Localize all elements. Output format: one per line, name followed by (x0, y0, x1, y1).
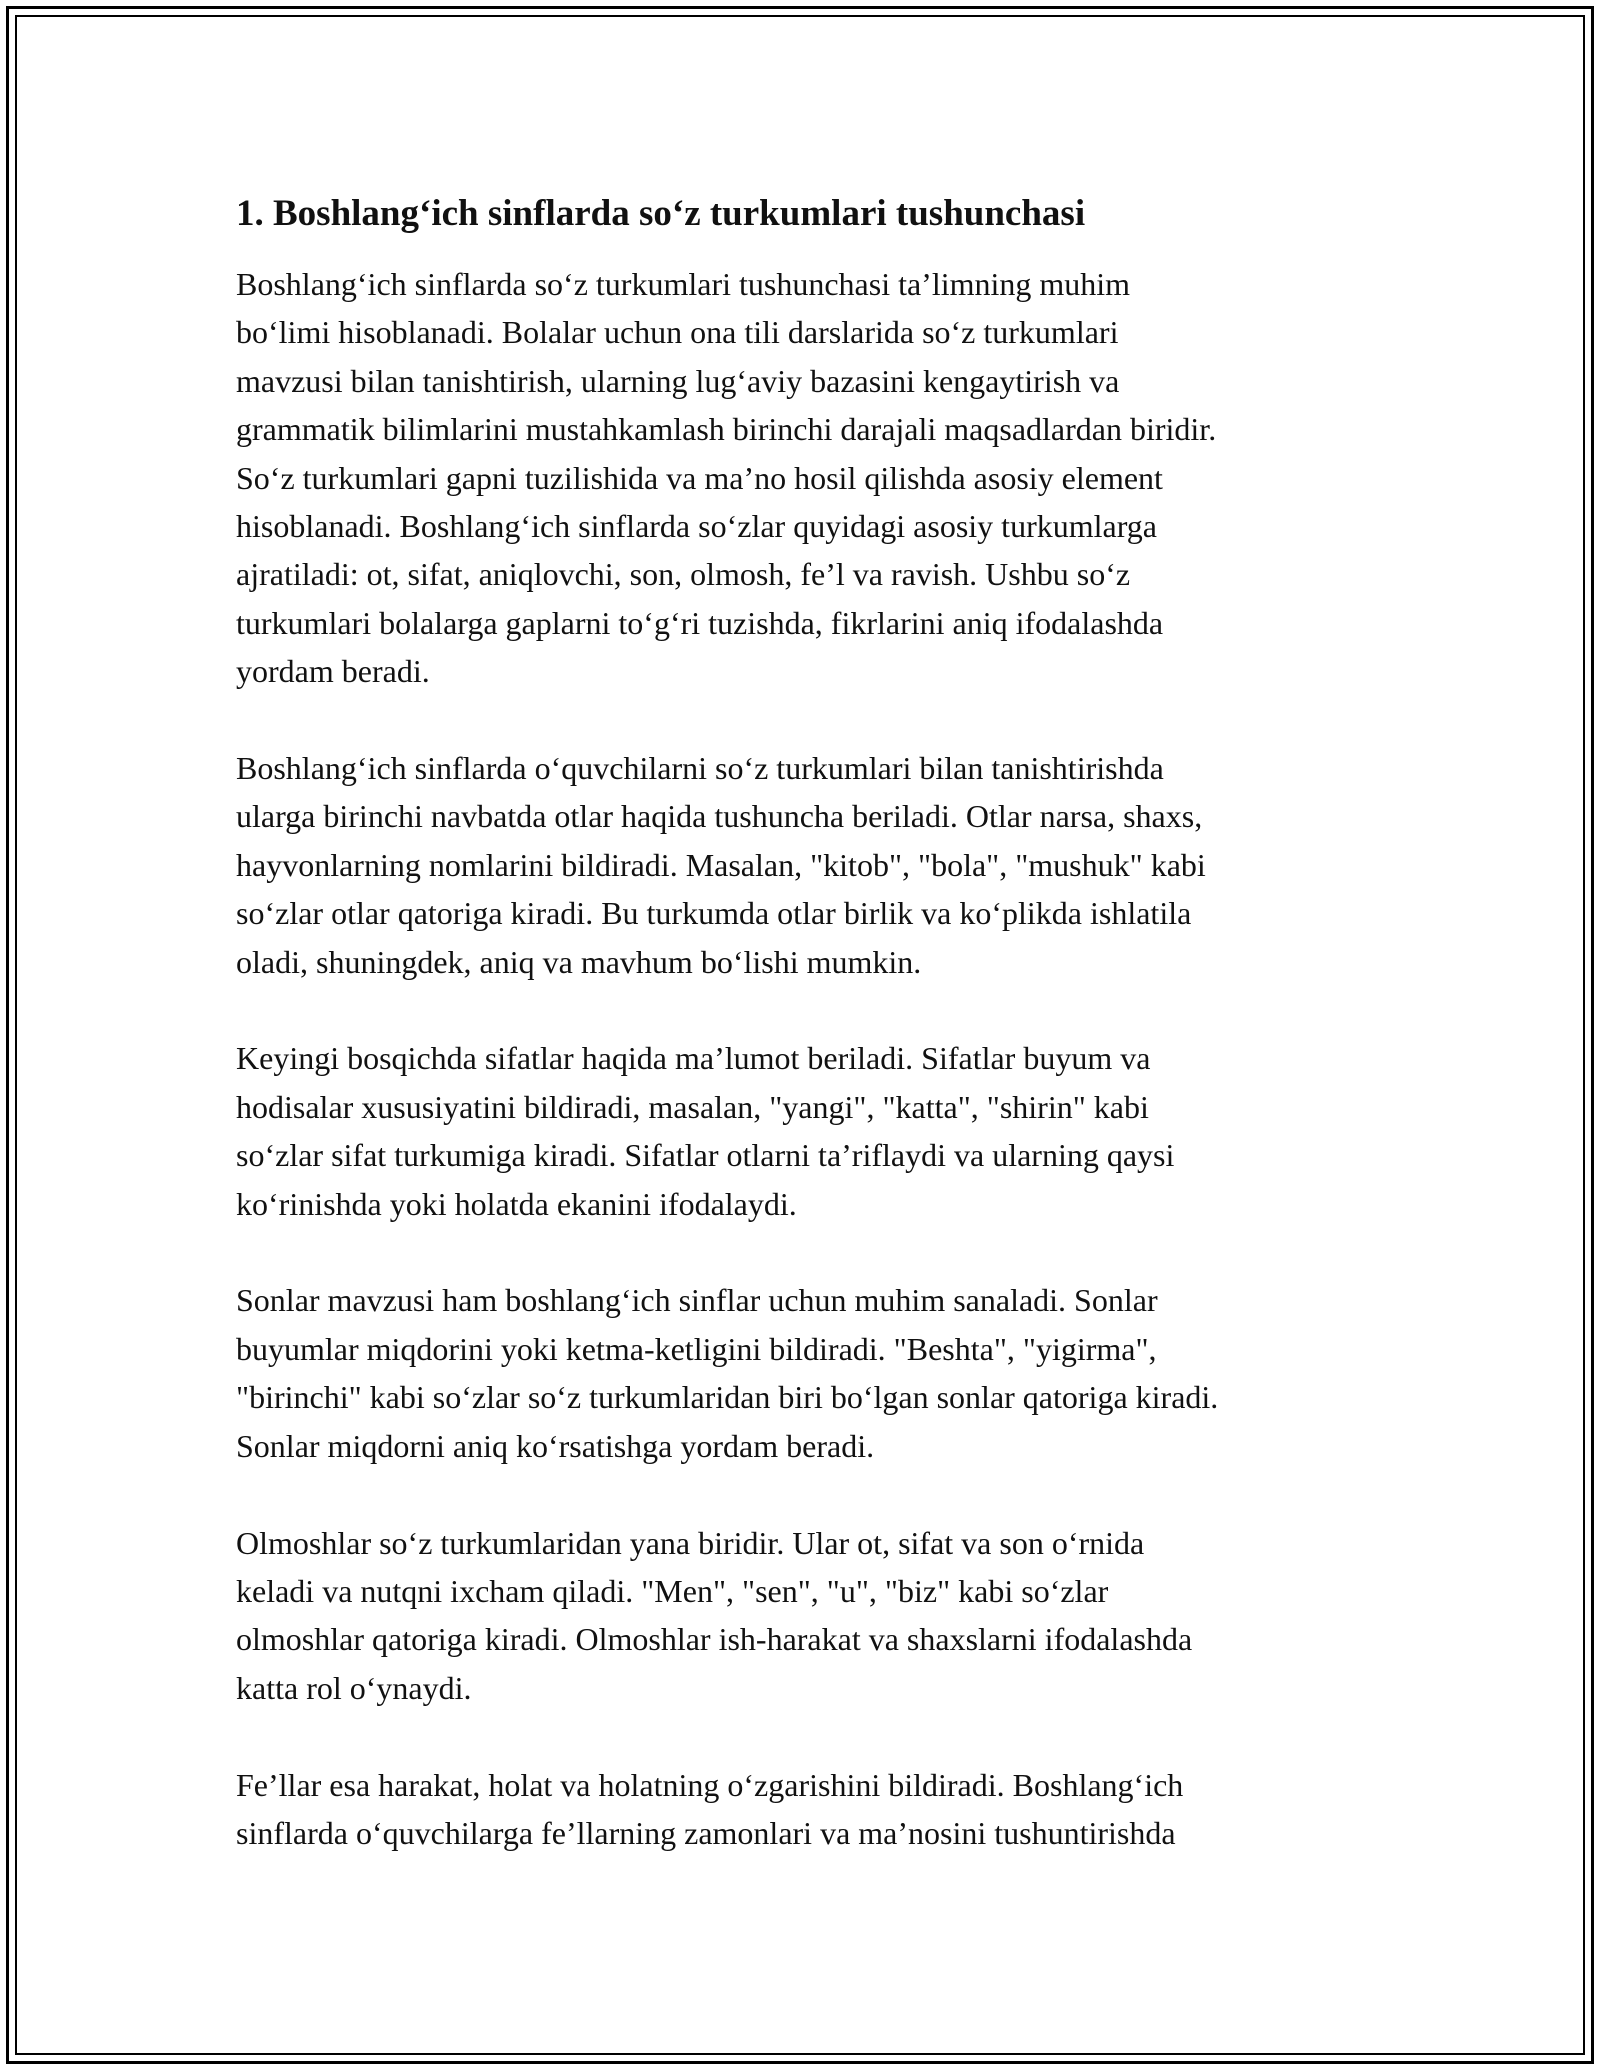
paragraph-numerals: Sonlar mavzusi ham boshlang‘ich sinflar uchun muhim sanaladi. Sonlar buyumlar miqdorini yoki ketma-ketligini bildiradi. "Beshta", "yigirma", "birinchi" kabi so‘zlar so‘z turkumlaridan biri bo‘lgan sonlar qatoriga kiradi. Sonlar miqdorni aniq ko‘rsatishga yordam beradi. (236, 1282, 1219, 1464)
paragraph-nouns: Boshlang‘ich sinflarda o‘quvchilarni so‘z turkumlari bilan tanishtirishda ularga birinchi navbatda otlar haqida tushuncha beriladi. Otlar narsa, shaxs, hayvonlarning nomlarini bildiradi. Masalan, "kitob", "bola", "mushuk" kabi so‘zlar otlar qatoriga kiradi. Bu turkumda otlar birlik va ko‘plikda ishlatila oladi, shuningdek, aniq va mavhum bo‘lishi mumkin. (236, 750, 1206, 980)
paragraph-verbs: Fe’llar esa harakat, holat va holatning o‘zgarishini bildiradi. Boshlang‘ich sinflarda o‘quvchilarga fe’llarning zamonlari va ma’nosini tushuntirishda (236, 1766, 1184, 1851)
section-heading: 1. Boshlang‘ich sinflarda so‘z turkumlari tushunchasi (236, 193, 1086, 234)
paragraph-adjectives: Keyingi bosqichda sifatlar haqida ma’lumot beriladi. Sifatlar buyum va hodisalar xususiyatini bildiradi, masalan, "yangi", "katta", "shirin" kabi so‘zlar sifat turkumiga kiradi. Sifatlar otlarni ta’riflaydi va ularning qaysi ko‘rinishda yoki holatda ekanini ifodalaydi. (236, 1040, 1175, 1222)
paragraph-pronouns: Olmoshlar so‘z turkumlaridan yana biridir. Ular ot, sifat va son o‘rnida keladi va nutqni ixcham qiladi. "Men", "sen", "u", "biz" kabi so‘zlar olmoshlar qatoriga kiradi. Olmoshlar ish-harakat va shaxslarni ifodalashda katta rol o‘ynaydi. (236, 1524, 1193, 1706)
paragraph-intro: Boshlang‘ich sinflarda so‘z turkumlari tushunchasi ta’limning muhim bo‘limi hisoblanadi. Bolalar uchun ona tili darslarida so‘z turkumlari mavzusi bilan tanishtirish, ularning lug‘aviy bazasini kengaytirish va grammatik bilimlarini mustahkamlash birinchi darajali maqsadlardan biridir. So‘z turkumlari gapni tuzilishida va ma’no hosil qilishda asosiy element hisoblanadi. Boshlang‘ich sinflarda so‘zlar quyidagi asosiy turkumlarga ajratiladi: ot, sifat, aniqlovchi, son, olmosh, fe’l va ravish. Ushbu so‘z turkumlari bolalarga gaplarni to‘g‘ri tuzishda, fikrlarini aniq ifodalashda yordam beradi. (236, 266, 1217, 690)
document-content (236, 190, 1366, 1906)
